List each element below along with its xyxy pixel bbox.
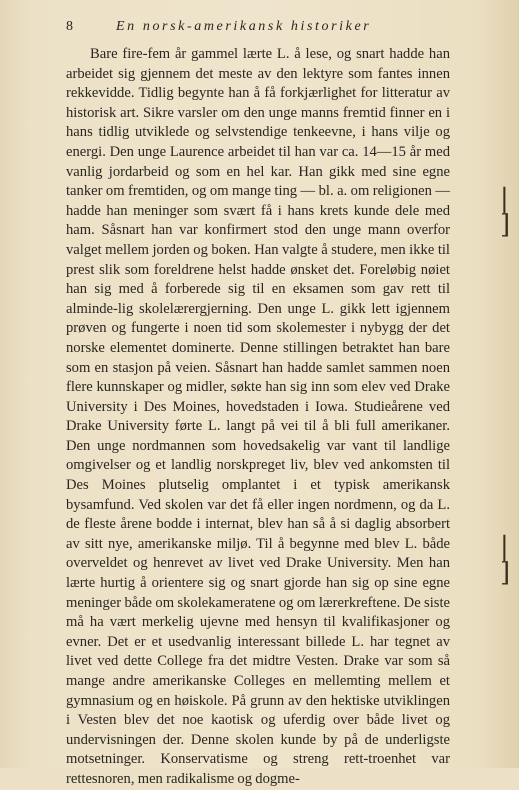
- running-title: En norsk-amerikansk historiker: [116, 19, 372, 34]
- body-paragraph: Bare fire-fem år gammel lærte L. å lese, og snart hadde han arbeidet sig gjennem det meste av den lektyre som fantes innen rekkevidde. Tidlig begynte han å få forkjærlighet for litteratur av historisk art. Sikre varsler om den unge manns fremtid finner en i hans tidlig utviklede og selvstendige tenkeevne, i hans vilje og energi. Den unge Laurence arbeidet til han var ca. 14—15 år med vanlig jordarbeid og som en hel kar. Han gikk med sine egne tanker om fremtiden, og om mange ting — bl. a. om religionen — hadde han meninger som svært få i hans krets kunde dele med ham. Såsnart han var konfirmert stod den unge mann overfor valget mellem jorden og boken. Han valgte å studere, men ikke til prest slik som foreldrene helst hadde ønsket det. Foreløbig nøiet han sig med å forberede sig til en eksamen som gav rett til alminde-lig skolelærergjerning. Den unge L. gikk lett igjennem prøven og fungerte i noen tid som skolemester i nybygg der det norske elementet dominerte. Denne stillingen betraktet han bare som en stasjon på veien. Såsnart han hadde samlet sammen noen flere kunnskaper og midler, søkte han sig inn som elev ved Drake University i Des Moines, hovedstaden i Iowa. Studieårene ved Drake University førte L. langt på vei til å bli full amerikaner. Den unge nordmannen som hovedsakelig var vant til landlige omgivelser og et landlig norskpreget liv, blev ved ankomsten til Des Moines plutselig omplantet i et typisk amerikansk bysamfund. Ved skolen var det få eller ingen nordmenn, og da L. de fleste årene bodde i internat, blev han så å si daglig absorbert av sitt nye, amerikanske miljø. Til å begynne med blev L. både overveldet og henrevet av livet ved Drake University. Men han lærte hurtig å orientere sig og snart gjorde han sig op sine egne meninger både om skolekameratene og om lærerkreftene. De siste må ha vært merkelig ujevne med hensyn til kvalifikasjoner og evner. Det er et usedvanlig interessant billede L. har tegnet av livet ved dette College fra det midtre Vesten. Drake var som så mange andre amerikanske Colleges en mellemting mellem et gymnasium og en høiskole. På grunn av den hektiske utviklingen i Vesten blev det noe kaotisk og uferdig over både livet og undervisningen der. Denne skolen kunde by på de underligste motsetninger. Konservatisme og streng rett-troenhet var rettesnoren, men radikalisme og dogme-: [66, 46, 450, 787]
- page-number: 8: [66, 19, 73, 34]
- margin-pencil-bracket: ]: [500, 210, 511, 240]
- margin-pencil-mark: |: [500, 184, 509, 214]
- margin-pencil-bracket: ]: [500, 558, 511, 588]
- margin-pencil-mark: |: [500, 532, 509, 562]
- page-header: [66, 19, 458, 37]
